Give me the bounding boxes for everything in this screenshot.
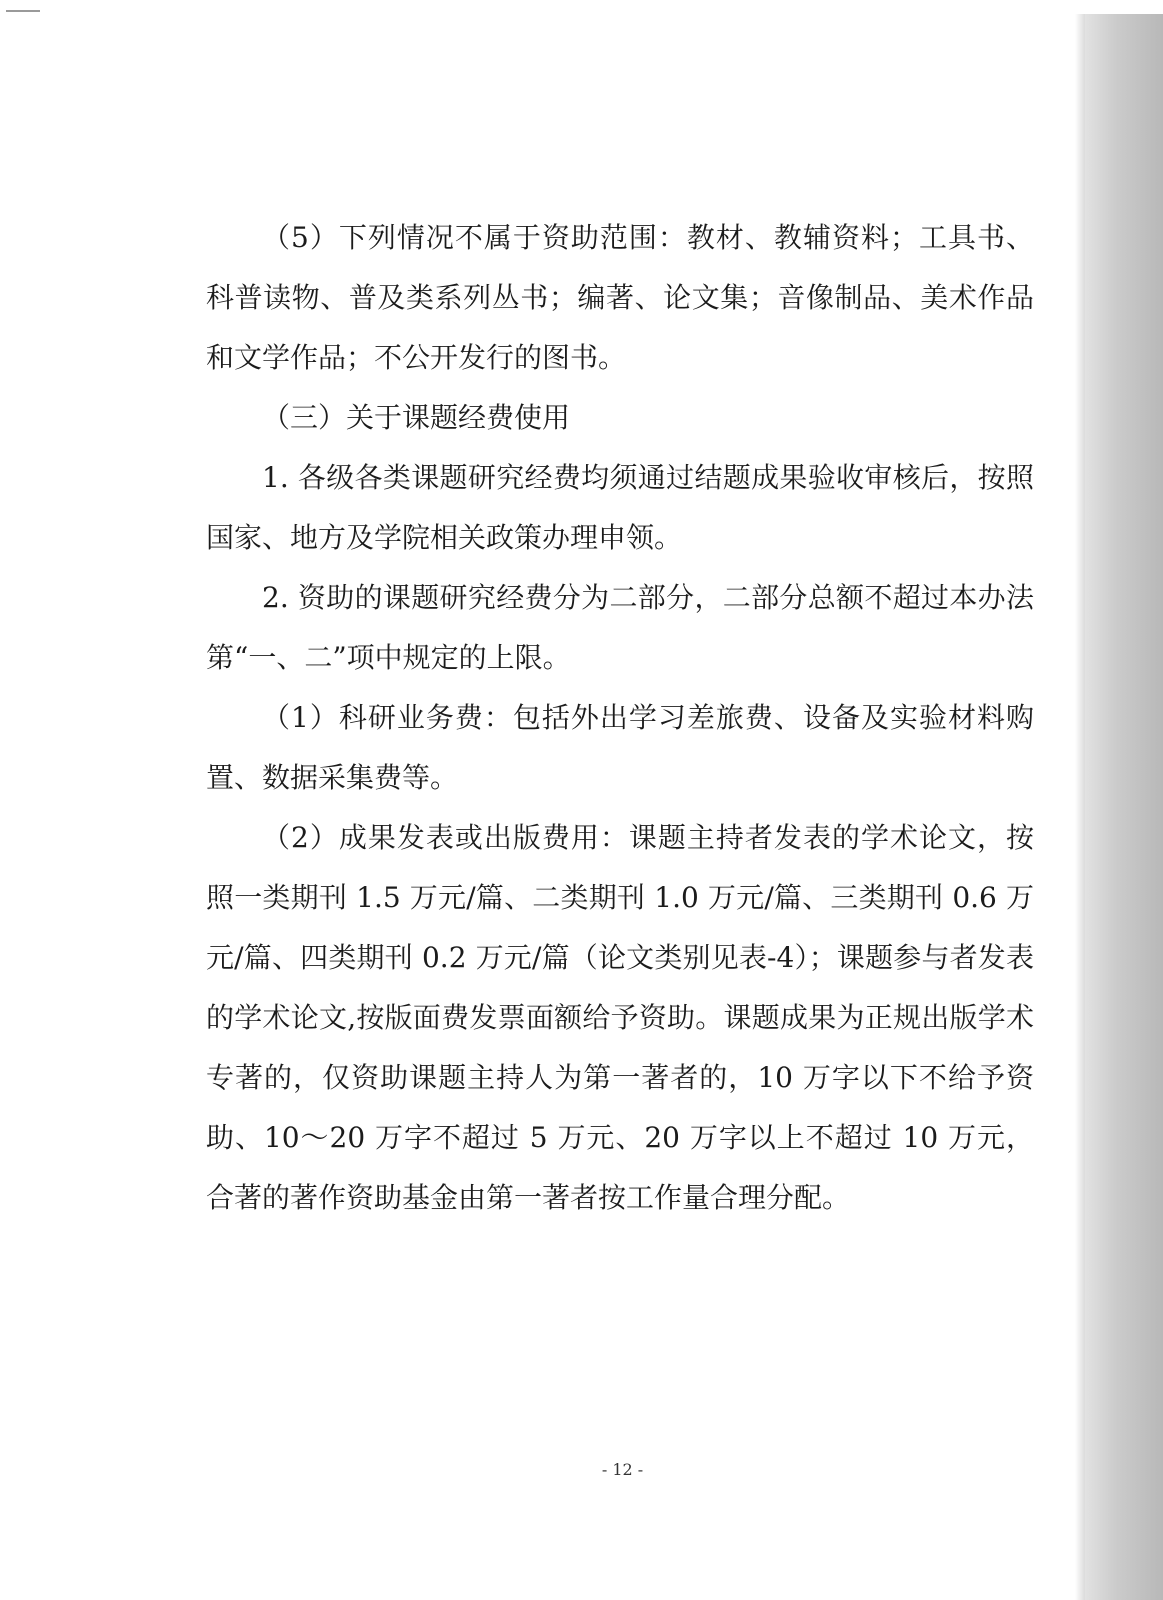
paragraph-publication-costs: （2）成果发表或出版费用：课题主持者发表的学术论文，按照一类期刊 1.5 万元/篇、二类期刊 1.0 万元/篇、三类期刊 0.6 万元/篇、四类期刊 0.2 万元/篇（论文类别见表-4）；课题参与者发表的学术论文,按版面费发票面额给予资助。课题成果为正规出版学术专著的，仅资助课题主持人为第一著者的，10 万字以下不给予资助、10～20 万字不超过 5 万元、20 万字以上不超过 10 万元，合著的著作资助基金由第一著者按工作量合理分配。 — [206, 821, 1034, 1214]
paragraph-funding-claim: 1. 各级各类课题研究经费均须通过结题成果验收审核后，按照国家、地方及学院相关政策办理申领。 — [206, 461, 1034, 554]
scan-edge-shadow — [1075, 14, 1085, 1600]
paragraph-funding-exclusions: （5）下列情况不属于资助范围：教材、教辅资料；工具书、科普读物、普及类系列丛书；编著、论文集；音像制品、美术作品和文学作品；不公开发行的图书。 — [206, 221, 1034, 374]
paragraph-research-expenses: （1）科研业务费：包括外出学习差旅费、设备及实验材料购置、数据采集费等。 — [206, 701, 1034, 794]
page-number: - 12 - — [601, 1460, 644, 1479]
paragraph-funding-parts: 2. 资助的课题研究经费分为二部分，二部分总额不超过本办法第“一、二”项中规定的上限。 — [206, 581, 1034, 674]
scan-corner-mark — [6, 10, 40, 12]
scan-gray-margin — [1085, 14, 1163, 1600]
section-heading-funding-usage: （三）关于课题经费使用 — [262, 401, 571, 434]
document-body — [206, 208, 1034, 1228]
